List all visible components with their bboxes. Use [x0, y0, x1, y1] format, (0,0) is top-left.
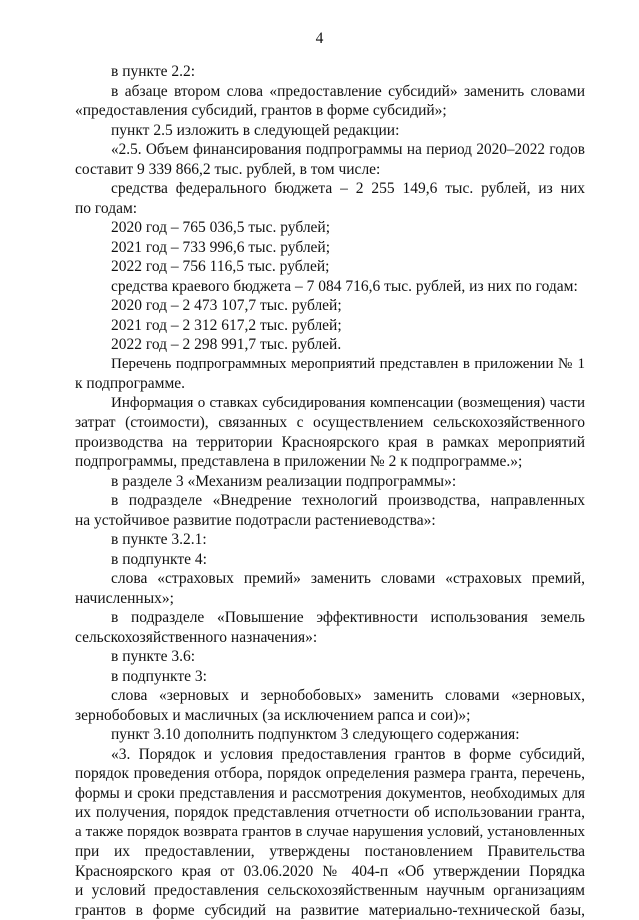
page-number: 4 — [0, 30, 639, 48]
text-line: Информация о ставках субсидирования компенсации (возмещения) части — [75, 394, 585, 414]
text-line: «предоставления субсидий, грантов в форме субсидий»; — [75, 101, 585, 121]
text-line: формы и сроки представления и рассмотрения документов, необходимых для — [75, 784, 585, 804]
text-line: в пункте 2.2: — [75, 62, 585, 82]
text-line: в подпункте 4: — [75, 550, 585, 570]
text-line: слова «зерновых и зернобобовых» заменить словами «зерновых, — [75, 686, 585, 706]
text-line: Красноярского края от 03.06.2020 № 404-п «Об утверждении Порядка — [75, 862, 585, 882]
document-body — [75, 62, 585, 920]
text-line: 2020 год – 2 473 107,7 тыс. рублей; — [75, 296, 585, 316]
text-line: к подпрограмме. — [75, 374, 585, 394]
text-line: 2022 год – 756 116,5 тыс. рублей; — [75, 257, 585, 277]
text-line: 2022 год – 2 298 991,7 тыс. рублей. — [75, 335, 585, 355]
text-line: затрат (стоимости), связанных с осуществлением сельскохозяйственного — [75, 413, 585, 433]
text-line: производства на территории Красноярского края в рамках мероприятий — [75, 433, 585, 453]
text-line: и условий предоставления сельскохозяйственным научным организациям — [75, 881, 585, 901]
text-line: порядок проведения отбора, порядок определения размера гранта, перечень, — [75, 764, 585, 784]
text-line: в подразделе «Повышение эффективности использования земель — [75, 608, 585, 628]
text-line: зернобобовых и масличных (за исключением рапса и сои)»; — [75, 706, 585, 726]
text-line: при их предоставлении, утверждены постановлением Правительства — [75, 842, 585, 862]
text-line: в разделе 3 «Механизм реализации подпрограммы»: — [75, 472, 585, 492]
text-line: по годам: — [75, 199, 585, 219]
text-line: на устойчивое развитие подотрасли растениеводства»: — [75, 511, 585, 531]
text-line: «3. Порядок и условия предоставления грантов в форме субсидий, — [75, 745, 585, 765]
text-line: средства краевого бюджета – 7 084 716,6 тыс. рублей, из них по годам: — [75, 277, 585, 297]
text-line: составит 9 339 866,2 тыс. рублей, в том числе: — [75, 160, 585, 180]
text-line: в подразделе «Внедрение технологий производства, направленных — [75, 491, 585, 511]
text-line: 2021 год – 733 996,6 тыс. рублей; — [75, 238, 585, 258]
text-line: 2021 год – 2 312 617,2 тыс. рублей; — [75, 316, 585, 336]
text-line: пункт 2.5 изложить в следующей редакции: — [75, 121, 585, 141]
text-line: 2020 год – 765 036,5 тыс. рублей; — [75, 218, 585, 238]
text-line: слова «страховых премий» заменить словами «страховых премий, — [75, 569, 585, 589]
text-line: сельскохозяйственного назначения»: — [75, 628, 585, 648]
text-line: подпрограммы, представлена в приложении № 2 к подпрограмме.»; — [75, 452, 585, 472]
text-line: грантов в форме субсидий на развитие материально-технической базы, — [75, 901, 585, 920]
text-line: «2.5. Объем финансирования подпрограммы на период 2020–2022 годов — [75, 140, 585, 160]
text-line: а также порядок возврата грантов в случае нарушения условий, установленных — [75, 823, 585, 843]
text-line: начисленных»; — [75, 589, 585, 609]
text-line: их получения, порядок представления отчетности об использовании гранта, — [75, 803, 585, 823]
text-line: Перечень подпрограммных мероприятий представлен в приложении № 1 — [75, 355, 585, 375]
text-line: в пункте 3.6: — [75, 647, 585, 667]
text-line: в подпункте 3: — [75, 667, 585, 687]
text-line: пункт 3.10 дополнить подпунктом 3 следующего содержания: — [75, 725, 585, 745]
text-line: в абзаце втором слова «предоставление субсидий» заменить словами — [75, 82, 585, 102]
text-line: средства федерального бюджета – 2 255 149,6 тыс. рублей, из них — [75, 179, 585, 199]
text-line: в пункте 3.2.1: — [75, 530, 585, 550]
